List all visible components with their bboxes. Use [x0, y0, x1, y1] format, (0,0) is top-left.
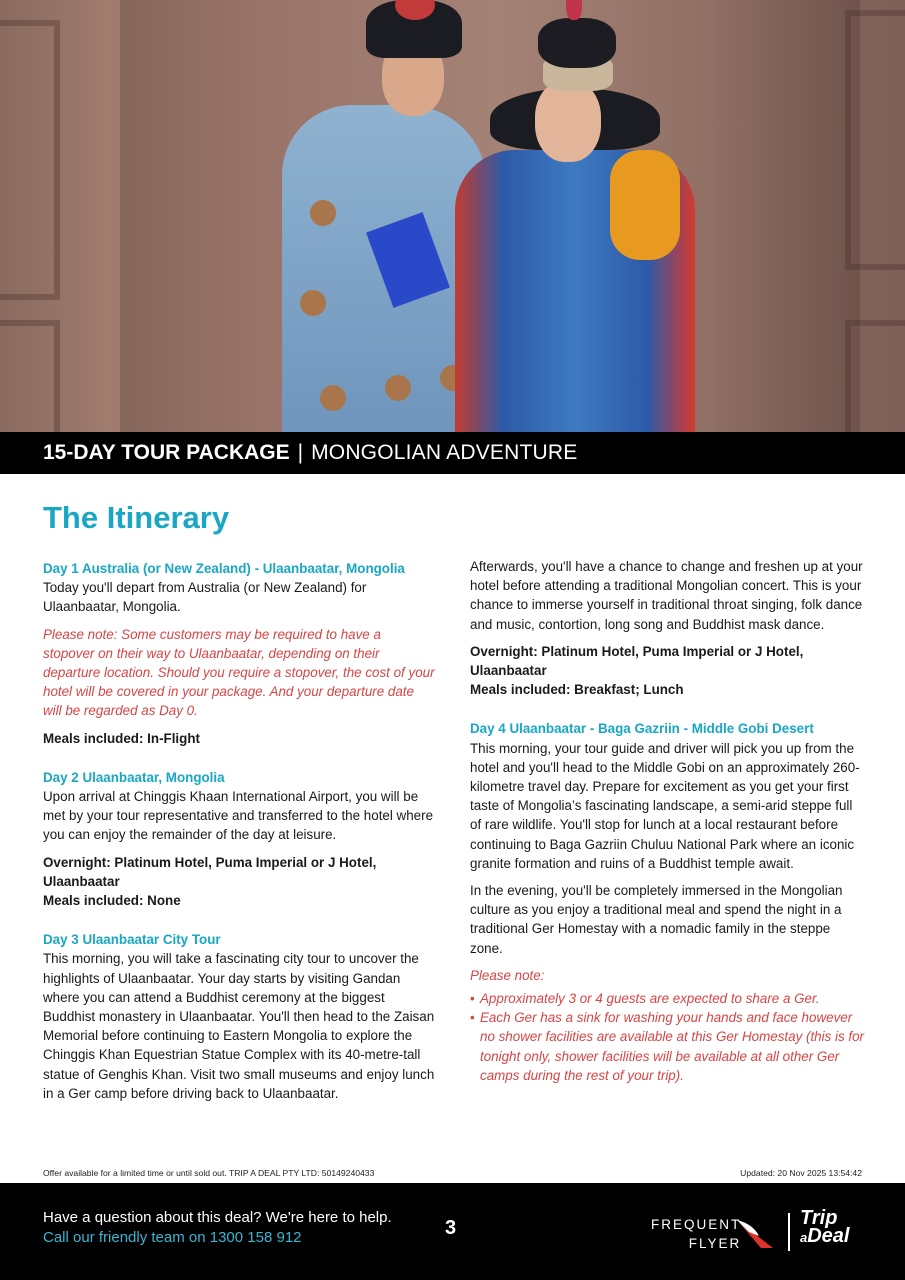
- ff-line1: FREQUENT: [651, 1217, 742, 1232]
- day1-note: Please note: Some customers may be required to have a stopover on their way to Ulaanbaatar, depending on their departure location. Should you require a stopover, the cost of your hotel will be covered in your package. And your departure date will be regarded as Day 0.: [43, 626, 435, 719]
- day3-body: This morning, you will take a fascinating city tour to uncover the highlights of Ulaanbaatar. Your day starts by visiting Gandan where you can attend a Buddhist ceremony at the biggest Buddhist monastery in Ulaanbaatar. You'll then head to the Zaisan Memorial before continuing to Eastern Mongolia to explore the Chinggis Khan Equestrian Statue Complex with its 40-metre-tall statue of Genghis Khan. Visit two small museums and enjoy lunch in a Ger camp before driving back to Ulaanbaatar.: [43, 951, 435, 1101]
- robe-pattern: [300, 290, 326, 316]
- day3-overnight: Overnight: Platinum Hotel, Puma Imperial or J Hotel, Ulaanbaatar: [470, 643, 804, 679]
- package-label: 15-DAY TOUR PACKAGE: [43, 441, 290, 464]
- day3-continued: Afterwards, you'll have a chance to change and freshen up at your hotel before attending a traditional Mongolian concert. This is your chance to immerse yourself in traditional throat singing, folk dance and music, contortion, long song and Buddhist mask dance.: [470, 559, 863, 632]
- logo-divider: [788, 1213, 790, 1251]
- day3-meals: Meals included: Breakfast; Lunch: [470, 682, 684, 698]
- woman-hat: [538, 18, 616, 68]
- day3-heading: Day 3 Ulaanbaatar City Tour: [43, 932, 221, 948]
- page-number: 3: [445, 1217, 457, 1239]
- brand-a: a: [800, 1230, 808, 1245]
- kangaroo-icon: [735, 1218, 775, 1250]
- hero-photo: [0, 0, 905, 432]
- offer-disclaimer: Offer available for a limited time or until sold out. TRIP A DEAL PTY LTD: 50149240433: [43, 1168, 375, 1178]
- day2-meals: Meals included: None: [43, 893, 181, 909]
- ff-line2: FLYER: [688, 1236, 742, 1251]
- woman-face: [535, 80, 601, 162]
- day1-meals: Meals included: In-Flight: [43, 730, 200, 746]
- day1-heading: Day 1 Australia (or New Zealand) - Ulaanbaatar, Mongolia: [43, 561, 405, 576]
- phone-link[interactable]: Call our friendly team on 1300 158 912: [43, 1229, 302, 1246]
- day4-evening: In the evening, you'll be completely immersed in the Mongolian culture as you enjoy a traditional meal and spend the night in a traditional Ger Homestay with a nomadic family in the steppe zone.: [470, 883, 843, 956]
- brand-deal: Deal: [807, 1225, 850, 1247]
- page-title: The Itinerary: [43, 500, 230, 535]
- footer-bar: [0, 1183, 905, 1280]
- updated-timestamp: Updated: 20 Nov 2025 13:54:42: [740, 1168, 862, 1178]
- door-panel: [0, 20, 60, 300]
- day2-body: Upon arrival at Chinggis Khaan International Airport, you will be met by your tour representative and transferred to the hotel where you can enjoy the remainder of the day at leisure.: [43, 789, 434, 843]
- list-item: • Each Ger has a sink for washing your hands and face however no shower facilities are available at this Ger Homestay (this is for tonight only, shower facilities will be available at all other Ger camps during the rest of your trip).: [470, 1008, 865, 1085]
- day4-note-title: Please note:: [470, 967, 545, 983]
- tour-name: MONGOLIAN ADVENTURE: [311, 441, 578, 464]
- day4-body: This morning, your tour guide and driver will pick you up from the hotel and you'll head to the Middle Gobi on an approximately 260-kilometre travel day. Prepare for excitement as you get your first taste of Mongolia’s fascinating landscape, a semi-arid steppe full of rare wildlife. You'll stop for lunch at a local restaurant before continuing to Baga Gazriin Chuluu National Park where an iconic granite formation and ruins of a Buddhist temple await.: [470, 740, 860, 871]
- woman-orange-shoulder: [610, 150, 680, 260]
- door-panel: [0, 320, 60, 432]
- robe-pattern: [385, 375, 411, 401]
- day2-overnight: Overnight: Platinum Hotel, Puma Imperial or J Hotel, Ulaanbaatar: [43, 854, 377, 889]
- title-separator: |: [297, 441, 304, 464]
- day4-note-list: [470, 989, 865, 1085]
- door-panel: [845, 10, 905, 270]
- frequent-flyer-logo: [651, 1215, 741, 1253]
- itinerary-left-column: [43, 559, 435, 1111]
- trip-a-deal-logo: [800, 1209, 849, 1247]
- door-panel: [845, 320, 905, 432]
- tour-title-bar: [0, 432, 905, 474]
- help-text: Have a question about this deal? We're here to help.: [43, 1209, 392, 1226]
- brand-trip: Trip: [800, 1207, 838, 1229]
- itinerary-right-column: [470, 557, 865, 1085]
- day2-heading: Day 2 Ulaanbaatar, Mongolia: [43, 769, 225, 785]
- hat-tassel: [566, 0, 582, 20]
- robe-pattern: [320, 385, 346, 411]
- robe-pattern: [310, 200, 336, 226]
- day4-heading: Day 4 Ulaanbaatar - Baga Gazriin - Middle Gobi Desert: [470, 721, 814, 737]
- list-item: • Approximately 3 or 4 guests are expected to share a Ger.: [470, 989, 865, 1008]
- day1-body: Today you'll depart from Australia (or New Zealand) for Ulaanbaatar, Mongolia.: [43, 580, 367, 615]
